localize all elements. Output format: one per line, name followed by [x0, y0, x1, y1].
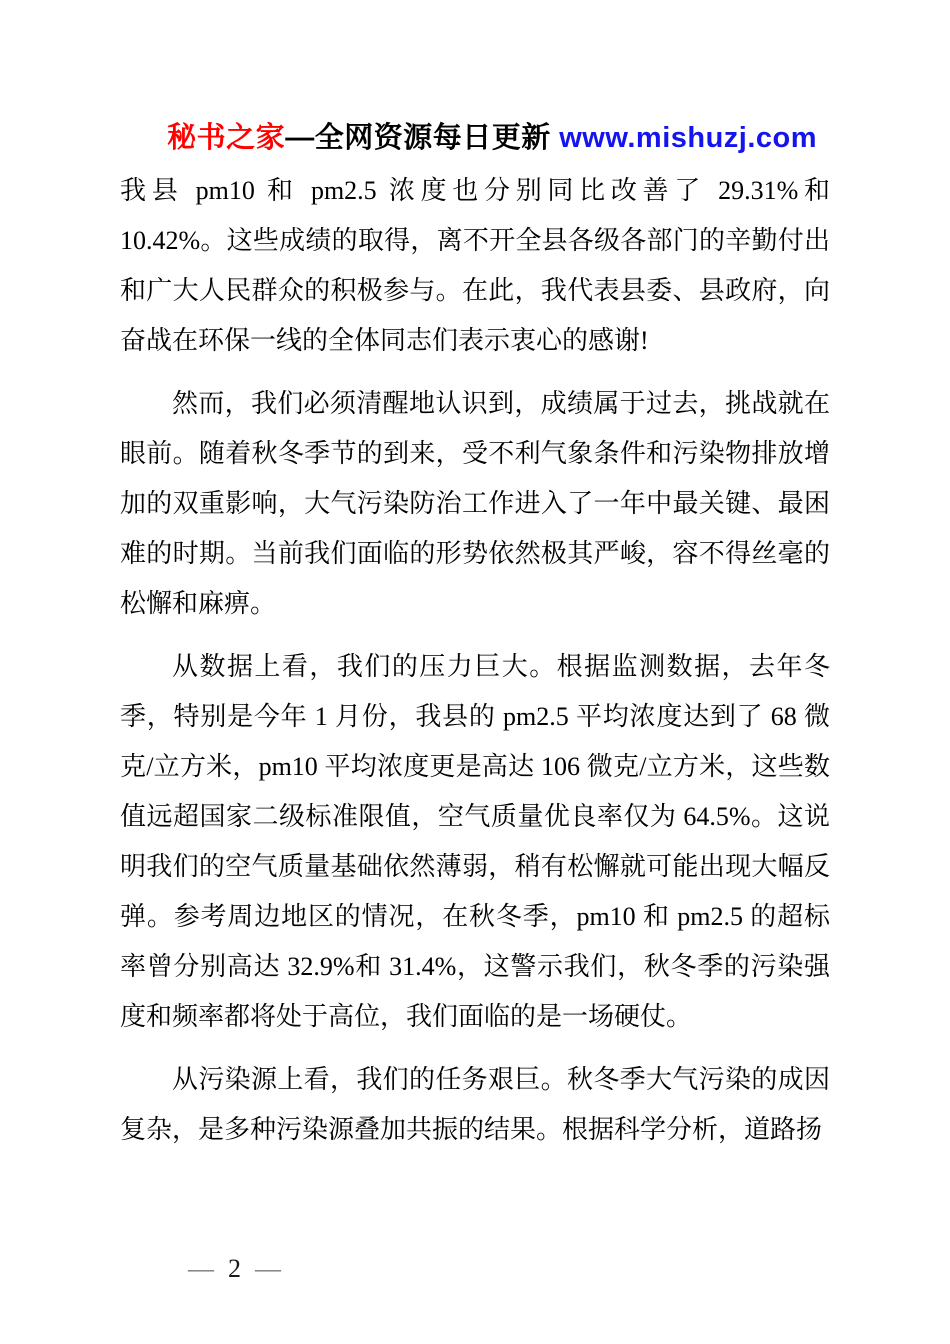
site-tagline: —全网资源每日更新	[285, 122, 560, 154]
footer-dash-right: —	[255, 1254, 281, 1283]
paragraph-continuation: 我县 pm10 和 pm2.5 浓度也分别同比改善了 29.31%和 10.42%。这些成绩的取得，离不开全县各级各部门的辛勤付出和广大人民群众的积极参与。在此，我代表县委、县政府，向奋战在环保一线的全体同志们表示衷心的感谢!	[120, 176, 830, 355]
site-url: www.mishuzj.com	[559, 122, 818, 154]
page-number: 2	[228, 1254, 241, 1283]
footer-dash-left: —	[188, 1254, 214, 1283]
paragraph: 从污染源上看，我们的任务艰巨。秋冬季大气污染的成因复杂，是多种污染源叠加共振的结果。根据科学分析，道路扬	[120, 1065, 830, 1144]
paragraph: 从数据上看，我们的压力巨大。根据监测数据，去年冬季，特别是今年 1 月份，我县的 pm2.5 平均浓度达到了 68 微克/立方米，pm10 平均浓度更是高达 106 微克/立方米，这些数值远超国家二级标准限值，空气质量优良率仅为 64.5%。这说明我们的空气质量基础依然薄弱，稍有松懈就可能出现大幅反弹。参考周边地区的情况，在秋冬季，pm10 和 pm2.5 的超标率曾分别高达 32.9%和 31.4%，这警示我们，秋冬季的污染强度和频率都将处于高位，我们面临的是一场硬仗。	[120, 652, 830, 1031]
page-footer	[162, 1224, 281, 1314]
document-body	[120, 166, 830, 1168]
paragraph: 然而，我们必须清醒地认识到，成绩属于过去，挑战就在眼前。随着秋冬季节的到来，受不利气象条件和污染物排放增加的双重影响，大气污染防治工作进入了一年中最关键、最困难的时期。当前我们面临的形势依然极其严峻，容不得丝毫的松懈和麻痹。	[120, 389, 830, 618]
site-brand: 秘书之家	[167, 122, 286, 154]
